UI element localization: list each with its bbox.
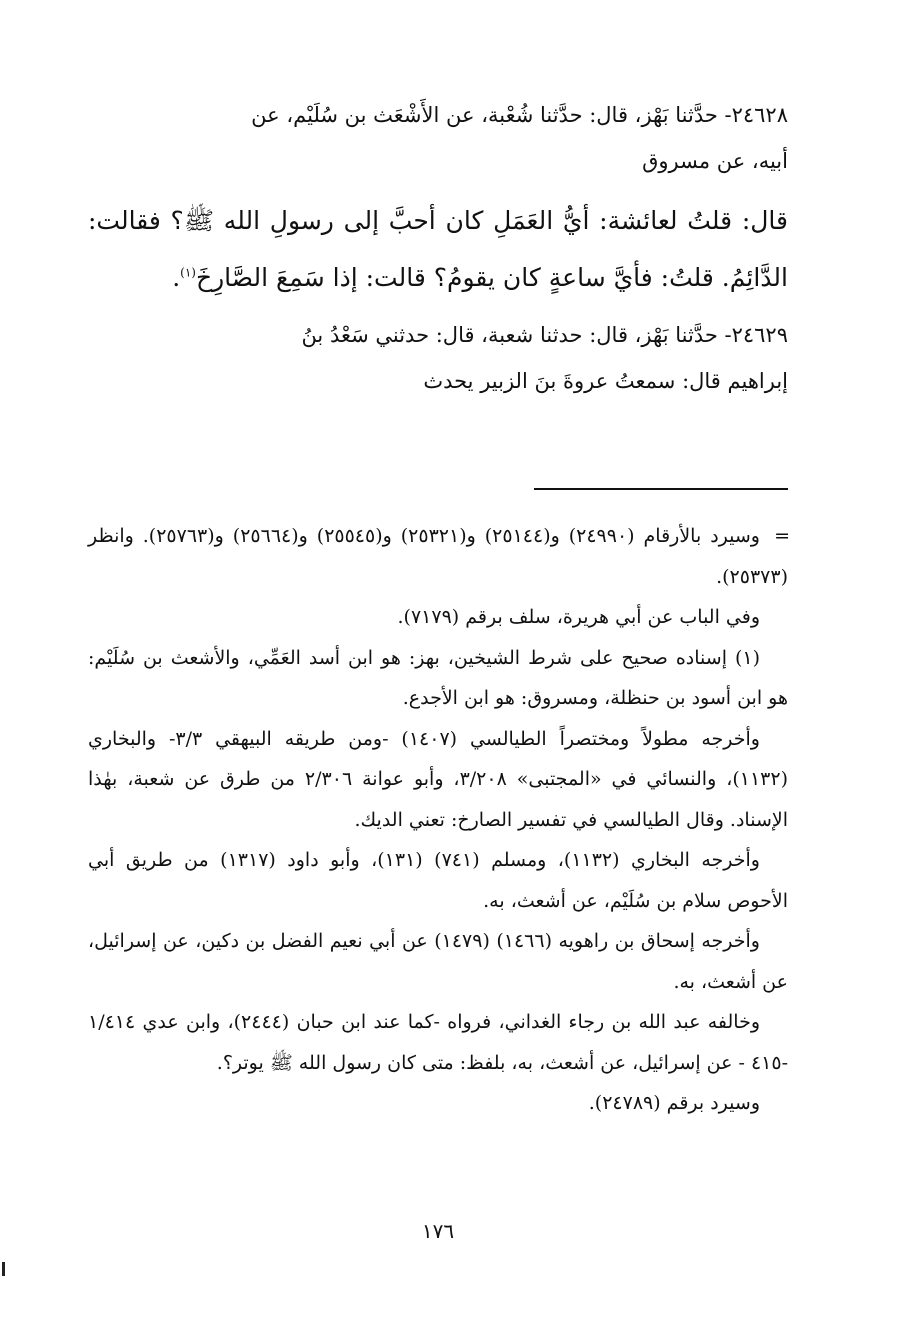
hadith-24628	[88, 92, 788, 306]
footnotes-section	[88, 516, 788, 1124]
footnote-reference[interactable]: (١)	[180, 265, 196, 280]
isnad-line-2: أبيه، عن مسروق	[642, 149, 788, 173]
footnote-paragraph: وأخرجه مطولاً ومختصراً الطيالسي (١٤٠٧) -ومن طريقه البيهقي ٣/٣- والبخاري (١١٣٢)، والنسائي في «المجتبى» ٣/٢٠٨، وأبو عوانة ٢/٣٠٦ من طرق عن شعبة، بهٰذا الإسناد. وقال الطيالسي في تفسير الصارخ: تعني الديك.	[88, 727, 788, 831]
matn-text: قال: قلتُ لعائشة: أيُّ العَمَلِ كان أحبَّ إلى رسولِ الله ﷺ؟ فقالت: الدَّائِمُ. قلتُ: فأيَّ ساعةٍ كان يقومُ؟ قالت: إذا سَمِعَ الصَّارِخَ	[88, 206, 788, 292]
scan-edge-mark	[2, 1262, 5, 1276]
book-page	[88, 92, 788, 1292]
footnote-paragraph: وأخرجه البخاري (١١٣٢)، ومسلم (٧٤١) (١٣١)، وأبو داود (١٣١٧) من طريق أبي الأحوص سلام بن سُلَيْم، عن أشعث، به.	[88, 849, 788, 912]
isnad-line-2: إبراهيم قال: سمعتُ عروةَ بنَ الزبير يحدث	[423, 369, 788, 393]
footnote-separator	[534, 488, 788, 490]
footnote-text: وسيرد بالأرقام (٢٤٩٩٠) و(٢٥١٤٤) و(٢٥٣٢١) و(٢٥٥٤٥) و(٢٥٦٦٤) و(٢٥٧٦٣). وانظر (٢٥٣٧٣).	[88, 525, 788, 588]
matn-end: .	[172, 263, 181, 292]
hadith-24629	[88, 312, 788, 404]
hadith-matn	[88, 192, 788, 306]
footnote-paragraph: وأخرجه إسحاق بن راهويه (١٤٦٦) (١٤٧٩) عن أبي نعيم الفضل بن دكين، عن إسرائيل، عن أشعث، به.	[88, 930, 788, 993]
continuation-mark: =	[774, 525, 790, 547]
isnad-line-1: ٢٤٦٢٨- حدَّثنا بَهْز، قال: حدَّثنا شُعْبة، عن الأَشْعَث بن سُلَيْم، عن	[251, 103, 788, 127]
footnote-continuation	[88, 516, 788, 597]
isnad-line-1: ٢٤٦٢٩- حدَّثنا بَهْز، قال: حدثنا شعبة، قال: حدثني سَعْدُ بنُ	[301, 323, 788, 347]
footnote-paragraph: وفي الباب عن أبي هريرة، سلف برقم (٧١٧٩).	[397, 606, 760, 628]
footnote-paragraph: وسيرد برقم (٢٤٧٨٩).	[588, 1092, 760, 1114]
hadith-isnad	[88, 312, 788, 404]
page-number: ١٧٦	[421, 1219, 455, 1243]
footnote-1: (١) إسناده صحيح على شرط الشيخين، بهز: هو ابن أسد العَمِّي، والأشعث بن سُلَيْم: هو ابن أسود بن حنظلة، ومسروق: هو ابن الأجدع.	[88, 646, 788, 709]
footnote-paragraph: وخالفه عبد الله بن رجاء الغداني، فرواه -كما عند ابن حبان (٢٤٤٤)، وابن عدي ١/٤١٤ -٤١٥ - عن إسرائيل، عن أشعث، به، بلفظ: متى كان رسول الله ﷺ يوتر؟.	[88, 1011, 788, 1074]
hadith-isnad	[88, 92, 788, 184]
